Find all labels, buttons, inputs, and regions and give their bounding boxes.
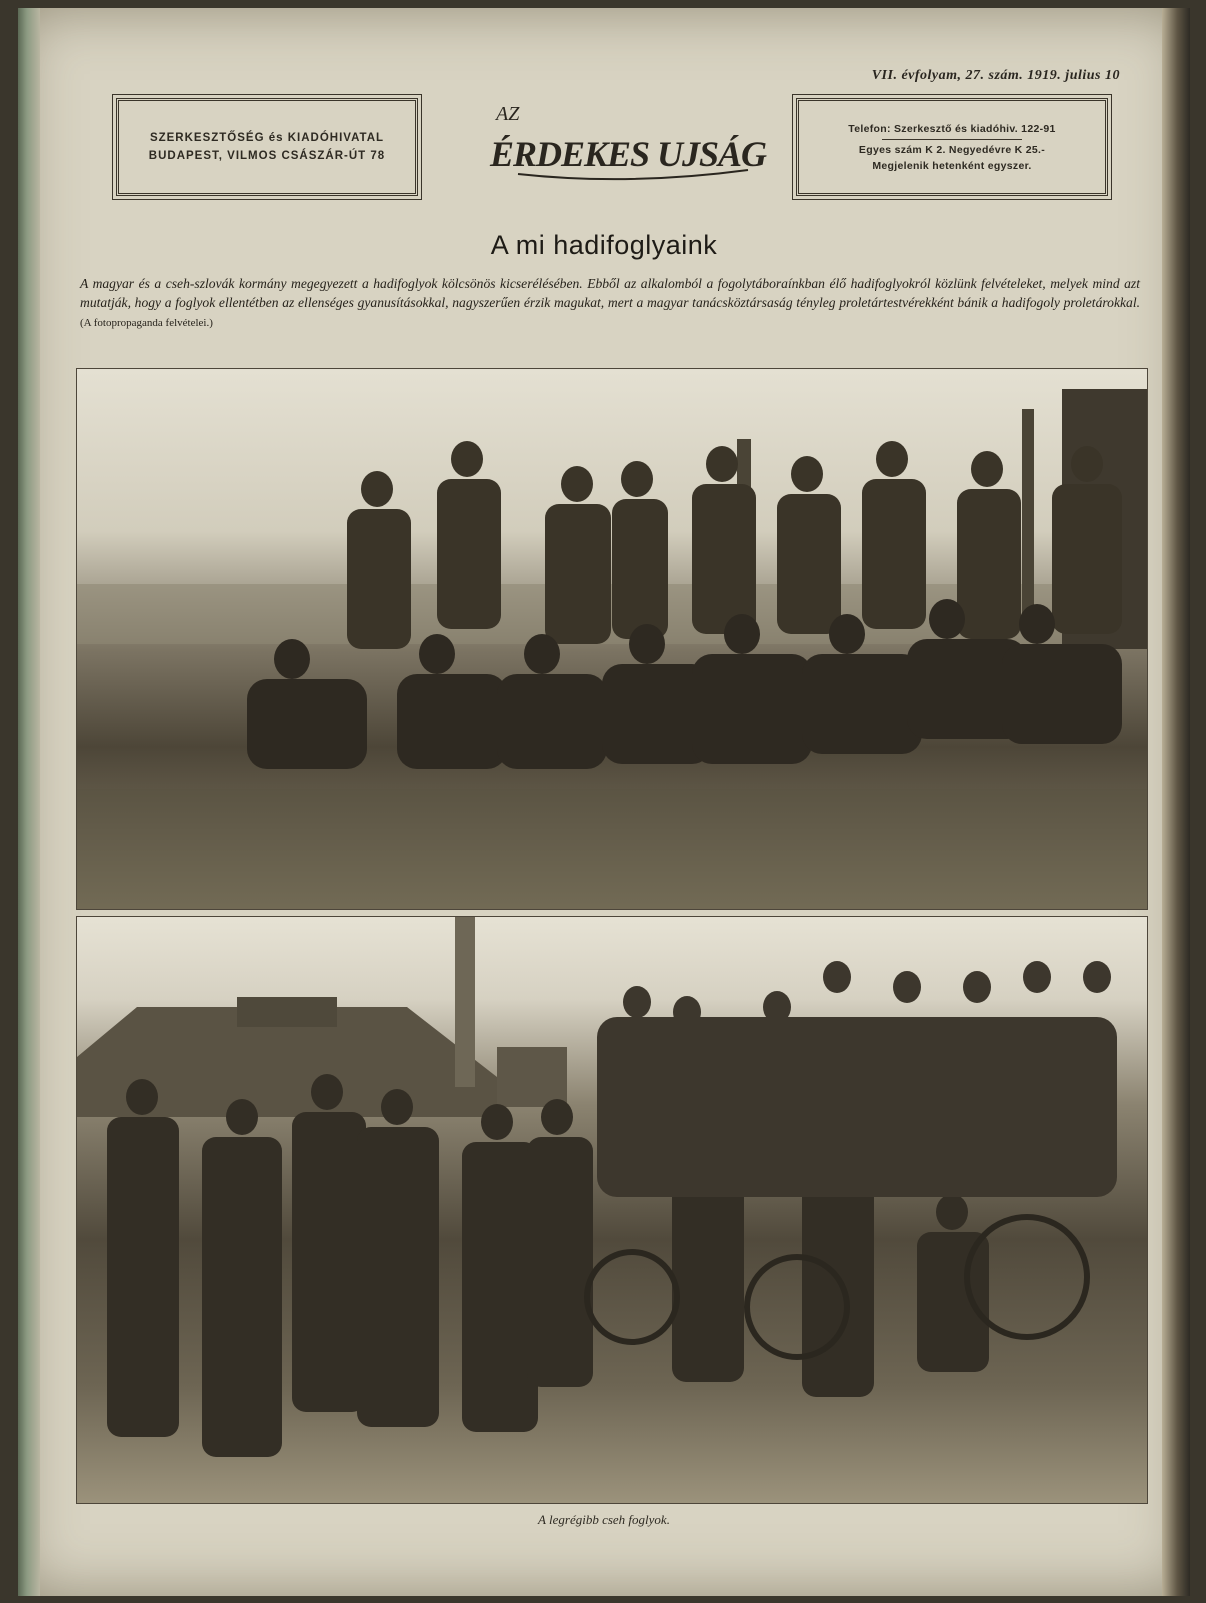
editorial-office-line-2: BUDAPEST, VILMOS CSÁSZÁR-ÚT 78	[148, 150, 386, 162]
frequency-line: Megjelenik hetenként egyszer.	[872, 159, 1032, 172]
bottom-photo-caption: A legrégibb cseh foglyok.	[538, 1512, 670, 1527]
article-intro	[80, 274, 1140, 333]
masthead-name: ÉRDEKES UJSÁG	[489, 134, 767, 174]
photo-prisoners-group-seated	[76, 368, 1148, 910]
photo-bottom-sketch	[77, 917, 1147, 1503]
issue-line: VII. évfolyam, 27. szám. 1919. julius 10	[871, 68, 1120, 83]
photo-top-sketch	[77, 369, 1147, 909]
price-line: Egyes szám K 2. Negyedévre K 25.-	[858, 143, 1046, 156]
phone-line: Telefon: Szerkesztő és kiadóhiv. 122-91	[848, 122, 1056, 135]
magazine-page	[18, 8, 1190, 1596]
masthead-logo	[478, 78, 778, 188]
editorial-office-line-1: SZERKESZTŐSÉG és KIADÓHIVATAL	[149, 132, 385, 144]
photo-oldest-czech-prisoners	[76, 916, 1148, 1504]
photo-credit: (A fotopropaganda felvételei.)	[80, 317, 213, 329]
editorial-office-box	[116, 98, 418, 196]
article-intro-text: A magyar és a cseh-szlovák kormány megegyezett a hadifoglyok kölcsönös kicserélésében. Ebből az alkalomból a fogolytáboraínkban élő hadifoglyokról közlünk felvételeket, melyek mind azt mutatják, hogy a foglyok ellentétben az ellenséges gyanusításokkal, nagyszerűen érzik magukat, mert a magyar tanácsköztársaság tényleg proletártestvérekként bánik a hadifogoly proletárokkal.	[80, 276, 1140, 310]
subscription-info-box	[796, 98, 1108, 196]
masthead-prefix: AZ	[496, 103, 520, 125]
article-title: A mi hadifoglyaink	[490, 230, 718, 260]
info-divider	[882, 139, 1022, 140]
